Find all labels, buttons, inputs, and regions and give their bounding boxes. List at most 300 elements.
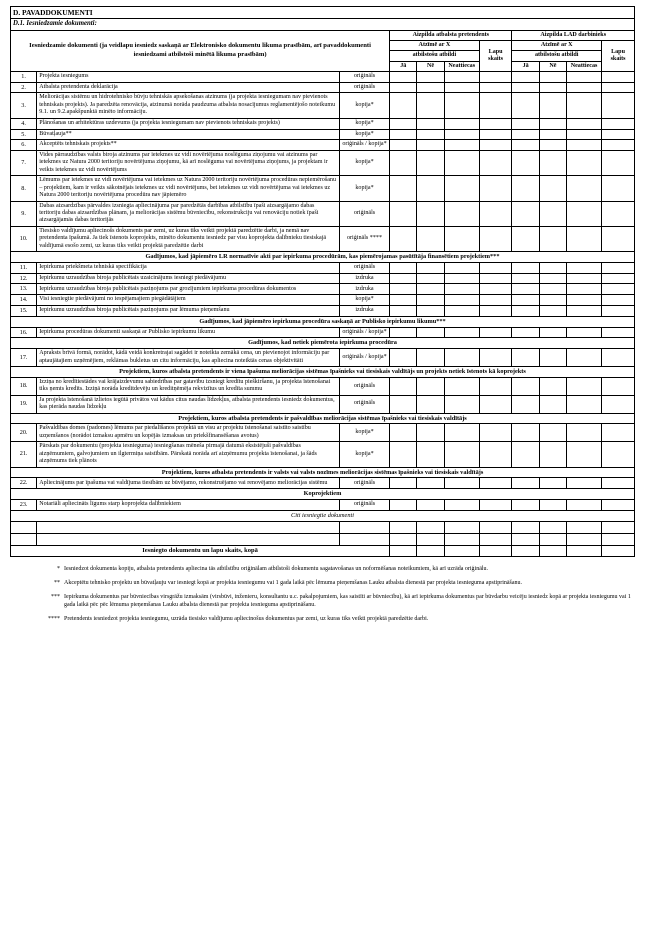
applicant-pages-cell[interactable]: [479, 118, 512, 129]
section-subtitle-row: [11, 19, 635, 30]
band-no-procurement: Gadījumos, kad netiek piemērota iepirkuma procedūra: [11, 338, 635, 349]
header-applicant-submitted: atbilstošu atbildi: [390, 51, 480, 61]
table-row: [11, 499, 635, 510]
applicant-no-cell[interactable]: [417, 305, 444, 316]
row-form-blank[interactable]: [339, 521, 389, 533]
row-number: 12.: [11, 273, 37, 284]
lad-yes-cell[interactable]: [512, 140, 539, 151]
lad-na-cell[interactable]: [567, 442, 602, 467]
applicant-na-cell[interactable]: [444, 442, 479, 467]
row-number: 10.: [11, 226, 37, 251]
lad-no-cell[interactable]: [539, 151, 566, 176]
applicant-na-cell[interactable]: [444, 377, 479, 395]
applicant-na-cell[interactable]: [444, 176, 479, 201]
band-row: [11, 413, 635, 424]
lad-pages-cell[interactable]: [602, 140, 635, 151]
lad-no-cell[interactable]: [539, 262, 566, 273]
lad-yes-cell[interactable]: [512, 521, 539, 533]
row-description: Iepirkumu uzraudzības biroja publicētais paziņojums par lēmuma pieņemšanu: [37, 305, 340, 316]
lad-yes-cell[interactable]: [512, 151, 539, 176]
lad-no-cell[interactable]: [539, 327, 566, 338]
table-row: [11, 93, 635, 118]
lad-no-cell[interactable]: [539, 499, 566, 510]
lad-na-cell[interactable]: [567, 521, 602, 533]
applicant-na-cell[interactable]: [444, 151, 479, 176]
applicant-no-cell[interactable]: [417, 71, 444, 82]
lad-yes-cell[interactable]: [512, 82, 539, 93]
row-number: 19.: [11, 395, 37, 413]
lad-na-cell[interactable]: [567, 140, 602, 151]
total-lad-na-cell[interactable]: [567, 545, 602, 556]
applicant-na-cell[interactable]: [444, 201, 479, 226]
applicant-pages-cell[interactable]: [479, 478, 512, 489]
applicant-no-cell[interactable]: [417, 284, 444, 295]
table-row: [11, 295, 635, 306]
lad-pages-cell[interactable]: [602, 377, 635, 395]
table-row: [11, 349, 635, 367]
applicant-pages-cell[interactable]: [479, 305, 512, 316]
applicant-yes-cell[interactable]: [390, 305, 417, 316]
lad-pages-cell[interactable]: [602, 262, 635, 273]
lad-yes-cell[interactable]: [512, 395, 539, 413]
applicant-na-cell[interactable]: [444, 140, 479, 151]
applicant-yes-cell[interactable]: [390, 442, 417, 467]
row-description: Meliorācijas sistēmu un hidrotehnisko būvju tehniskās apsekošanas atzinums (ja projekta iesniegumam nav pievienots tehniskais projekts). Ja paredzēta renovācija, atzinumā norāda paudzuma atbalsta nosacījumus reglamentējošo noteikumu 9.1. un 9.2.apakšpunktā minēto informāciju.: [37, 93, 340, 118]
applicant-pages-cell[interactable]: [479, 71, 512, 82]
row-description: Vides pārraudzības valsts biroja atzinums par ietekmes uz vidi novērtējuma noslēguma ziņojumu vai atzinums par ietekmes uz Natura 2000 teritoriju novērtējuma ziņojumu, kā arī noslēguma vai novērtējuma ziņojums, ja projektam ir veikts ietekmes uz vidi novērtējums: [37, 151, 340, 176]
lad-no-cell[interactable]: [539, 377, 566, 395]
row-form: kopija*: [339, 424, 389, 442]
table-row: [11, 129, 635, 140]
applicant-yes-cell[interactable]: [390, 71, 417, 82]
row-number: 14.: [11, 295, 37, 306]
applicant-na-cell[interactable]: [444, 118, 479, 129]
lad-pages-cell[interactable]: [602, 273, 635, 284]
lad-na-cell[interactable]: [567, 377, 602, 395]
lad-pages-cell[interactable]: [602, 176, 635, 201]
lad-yes-cell[interactable]: [512, 424, 539, 442]
lad-na-cell[interactable]: [567, 176, 602, 201]
lad-yes-cell[interactable]: [512, 129, 539, 140]
row-form: izdruka: [339, 305, 389, 316]
lad-na-cell[interactable]: [567, 93, 602, 118]
applicant-yes-cell[interactable]: [390, 176, 417, 201]
applicant-yes-cell[interactable]: [390, 478, 417, 489]
lad-yes-cell[interactable]: [512, 118, 539, 129]
lad-na-cell[interactable]: [567, 226, 602, 251]
lad-no-cell[interactable]: [539, 395, 566, 413]
total-lad-no-cell[interactable]: [539, 545, 566, 556]
row-description: Lēmums par ietekmes uz vidi novērtējuma vai ietekmes uz Natura 2000 teritoriju novērtējuma procedūras nepiemērošanu – projektiem, kam ir veikts sākotnējais ietekmes uz vidi novērtējums, bet ietekmes uz vidi novērtējuma vai ietekmes uz Natura 2000 teritoriju novērtējuma procedūra nav jāpiemēro: [37, 176, 340, 201]
lad-no-cell[interactable]: [539, 349, 566, 367]
table-row: [11, 201, 635, 226]
lad-pages-cell[interactable]: [602, 533, 635, 545]
lad-na-cell[interactable]: [567, 273, 602, 284]
applicant-no-cell[interactable]: [417, 226, 444, 251]
lad-na-cell[interactable]: [567, 499, 602, 510]
lad-na-cell[interactable]: [567, 151, 602, 176]
applicant-pages-cell[interactable]: [479, 129, 512, 140]
applicant-no-cell[interactable]: [417, 201, 444, 226]
section-subtitle: D.1. Iesniedzamie dokumenti:: [11, 19, 635, 30]
lad-na-cell[interactable]: [567, 284, 602, 295]
row-number: 4.: [11, 118, 37, 129]
applicant-na-cell[interactable]: [444, 499, 479, 510]
row-number: 18.: [11, 377, 37, 395]
row-number: 17.: [11, 349, 37, 367]
footnote: [10, 579, 635, 587]
applicant-na-cell[interactable]: [444, 82, 479, 93]
applicant-yes-cell[interactable]: [390, 151, 417, 176]
table-row: [11, 140, 635, 151]
lad-no-cell[interactable]: [539, 273, 566, 284]
lad-no-cell[interactable]: [539, 71, 566, 82]
lad-no-cell[interactable]: [539, 93, 566, 118]
lad-no-cell[interactable]: [539, 140, 566, 151]
applicant-pages-cell[interactable]: [479, 377, 512, 395]
applicant-pages-cell[interactable]: [479, 151, 512, 176]
lad-pages-cell[interactable]: [602, 284, 635, 295]
row-number: 22.: [11, 478, 37, 489]
applicant-pages-cell[interactable]: [479, 327, 512, 338]
total-applicant-no-cell[interactable]: [417, 545, 444, 556]
row-form: oriģināls: [339, 82, 389, 93]
applicant-pages-cell[interactable]: [479, 521, 512, 533]
applicant-no-cell[interactable]: [417, 327, 444, 338]
lad-pages-cell[interactable]: [602, 478, 635, 489]
applicant-yes-cell[interactable]: [390, 327, 417, 338]
band-public-procurement-law: Gadījumos, kad jāpiemēro iepirkuma procedūra saskaņā ar Publisko iepirkumu likumu***: [11, 316, 635, 327]
applicant-na-cell[interactable]: [444, 93, 479, 118]
applicant-pages-cell[interactable]: [479, 201, 512, 226]
lad-no-cell[interactable]: [539, 226, 566, 251]
lad-pages-cell[interactable]: [602, 93, 635, 118]
lad-yes-cell[interactable]: [512, 295, 539, 306]
band-municipal-owner: Projektiem, kuros atbalsta pretendents ir pašvaldības meliorācijas sistēmas īpašnieks vai tiesiskais valdītājs: [11, 413, 635, 424]
applicant-na-cell[interactable]: [444, 305, 479, 316]
lad-yes-cell[interactable]: [512, 93, 539, 118]
row-description: Iepirkuma priekšmeta tehniskā specifikācija: [37, 262, 340, 273]
lad-no-cell[interactable]: [539, 118, 566, 129]
footnotes: [10, 565, 635, 623]
row-number-blank[interactable]: [11, 533, 37, 545]
applicant-no-cell[interactable]: [417, 499, 444, 510]
lad-yes-cell[interactable]: [512, 176, 539, 201]
lad-yes-cell[interactable]: [512, 305, 539, 316]
lad-na-cell[interactable]: [567, 295, 602, 306]
lad-no-cell[interactable]: [539, 201, 566, 226]
lad-pages-cell[interactable]: [602, 151, 635, 176]
total-lad-yes-cell[interactable]: [512, 545, 539, 556]
applicant-na-cell[interactable]: [444, 129, 479, 140]
row-form: kopija*: [339, 176, 389, 201]
applicant-yes-cell[interactable]: [390, 521, 417, 533]
header-lad-submitted: atbilstošu atbildi: [512, 51, 602, 61]
table-row: [11, 82, 635, 93]
footnote-marker: **: [54, 579, 60, 586]
lad-yes-cell[interactable]: [512, 201, 539, 226]
lad-pages-cell[interactable]: [602, 82, 635, 93]
footnote-text: Iesniedzot dokumenta kopiju, atbalsta pretendents apliecina tās atbilstību oriģinālam atbilstoši dokumentu sagatavošanas un noformēšanas noteikumiem, kā arī uzrāda oriģinālu.: [64, 565, 489, 572]
table-row: [11, 327, 635, 338]
applicant-yes-cell[interactable]: [390, 93, 417, 118]
applicant-na-cell[interactable]: [444, 478, 479, 489]
applicant-pages-cell[interactable]: [479, 395, 512, 413]
lad-no-cell[interactable]: [539, 442, 566, 467]
applicant-yes-cell[interactable]: [390, 273, 417, 284]
row-description: Plānošanas un arhitektūras uzdevums (ja projekta iesniegumam nav pievienots tehniskais projekts): [37, 118, 340, 129]
header-lad-mark-x: Atzīmē ar X: [512, 41, 602, 51]
band-procurement-state-funded: Gadījumos, kad jāpiemēro LR normatīvie akti par iepirkuma procedūrām, kas piemērojamas pasūtītāja finansētiem projektiem***: [11, 252, 635, 263]
lad-yes-cell[interactable]: [512, 533, 539, 545]
applicant-na-cell[interactable]: [444, 533, 479, 545]
row-description: Tiesisko valdījumu apliecinošs dokuments par zemi, uz kuras tiks veikti projektā paredzētie darbi, ja nemā nav pretendenta īpašumā. Ja tiek īstenots koprojekts, minēto dokumentu iesniedz par visu koprojekta dalībnieku tiesiskajā valdījumā esošo zemi, uz kuras tiks veikti projektā paredzētie darbi: [37, 226, 340, 251]
applicant-pages-cell[interactable]: [479, 82, 512, 93]
applicant-pages-cell[interactable]: [479, 262, 512, 273]
lad-no-cell[interactable]: [539, 424, 566, 442]
applicant-yes-cell[interactable]: [390, 118, 417, 129]
lad-no-cell[interactable]: [539, 521, 566, 533]
lad-na-cell[interactable]: [567, 118, 602, 129]
applicant-pages-cell[interactable]: [479, 140, 512, 151]
applicant-pages-cell[interactable]: [479, 424, 512, 442]
applicant-pages-cell[interactable]: [479, 295, 512, 306]
header-group-lad: Aizpilda LAD darbinieks: [512, 30, 635, 40]
applicant-pages-cell[interactable]: [479, 533, 512, 545]
lad-no-cell[interactable]: [539, 82, 566, 93]
row-number: 16.: [11, 327, 37, 338]
lad-yes-cell[interactable]: [512, 226, 539, 251]
lad-na-cell[interactable]: [567, 305, 602, 316]
applicant-na-cell[interactable]: [444, 395, 479, 413]
applicant-pages-cell[interactable]: [479, 442, 512, 467]
lad-na-cell[interactable]: [567, 71, 602, 82]
applicant-no-cell[interactable]: [417, 377, 444, 395]
applicant-no-cell[interactable]: [417, 118, 444, 129]
applicant-yes-cell[interactable]: [390, 395, 417, 413]
lad-na-cell[interactable]: [567, 533, 602, 545]
applicant-yes-cell[interactable]: [390, 377, 417, 395]
applicant-yes-cell[interactable]: [390, 82, 417, 93]
applicant-na-cell[interactable]: [444, 424, 479, 442]
applicant-pages-cell[interactable]: [479, 499, 512, 510]
lad-yes-cell[interactable]: [512, 273, 539, 284]
applicant-no-cell[interactable]: [417, 82, 444, 93]
header-group-applicant: Aizpilda atbalsta pretendents: [390, 30, 512, 40]
lad-no-cell[interactable]: [539, 305, 566, 316]
row-form: oriģināls / kopija*: [339, 327, 389, 338]
row-description: Notariāli apliecināts līgums starp koprojekta dalībniekiem: [37, 499, 340, 510]
lad-yes-cell[interactable]: [512, 442, 539, 467]
applicant-no-cell[interactable]: [417, 478, 444, 489]
lad-na-cell[interactable]: [567, 262, 602, 273]
lad-pages-cell[interactable]: [602, 226, 635, 251]
applicant-na-cell[interactable]: [444, 71, 479, 82]
row-description: Būvatļauja**: [37, 129, 340, 140]
row-form: oriģināls: [339, 499, 389, 510]
applicant-no-cell[interactable]: [417, 140, 444, 151]
lad-na-cell[interactable]: [567, 395, 602, 413]
applicant-pages-cell[interactable]: [479, 176, 512, 201]
applicant-yes-cell[interactable]: [390, 424, 417, 442]
lad-pages-cell[interactable]: [602, 442, 635, 467]
applicant-yes-cell[interactable]: [390, 201, 417, 226]
row-form: oriģināls: [339, 478, 389, 489]
footnote: [10, 593, 635, 609]
lad-pages-cell[interactable]: [602, 71, 635, 82]
applicant-yes-cell[interactable]: [390, 262, 417, 273]
row-description-blank[interactable]: [37, 533, 340, 545]
lad-yes-cell[interactable]: [512, 327, 539, 338]
total-applicant-yes-cell[interactable]: [390, 545, 417, 556]
lad-pages-cell[interactable]: [602, 424, 635, 442]
lad-no-cell[interactable]: [539, 478, 566, 489]
row-description-blank[interactable]: [37, 521, 340, 533]
lad-na-cell[interactable]: [567, 129, 602, 140]
applicant-pages-cell[interactable]: [479, 273, 512, 284]
lad-pages-cell[interactable]: [602, 201, 635, 226]
applicant-no-cell[interactable]: [417, 521, 444, 533]
row-number: 5.: [11, 129, 37, 140]
applicant-no-cell[interactable]: [417, 533, 444, 545]
table-row: [11, 442, 635, 467]
lad-no-cell[interactable]: [539, 176, 566, 201]
row-description: Visi iesniegtie piedāvājumi no iespējamajiem piegādātājiem: [37, 295, 340, 306]
applicant-no-cell[interactable]: [417, 424, 444, 442]
row-number: 1.: [11, 71, 37, 82]
row-form: kopija*: [339, 151, 389, 176]
applicant-na-cell[interactable]: [444, 262, 479, 273]
row-form: kopija*: [339, 93, 389, 118]
row-form: kopija*: [339, 442, 389, 467]
lad-pages-cell[interactable]: [602, 118, 635, 129]
applicant-na-cell[interactable]: [444, 327, 479, 338]
table-row: [11, 284, 635, 295]
lad-na-cell[interactable]: [567, 201, 602, 226]
lad-pages-cell[interactable]: [602, 499, 635, 510]
applicant-yes-cell[interactable]: [390, 295, 417, 306]
applicant-pages-cell[interactable]: [479, 93, 512, 118]
applicant-yes-cell[interactable]: [390, 140, 417, 151]
applicant-yes-cell[interactable]: [390, 499, 417, 510]
total-lad-pages-cell[interactable]: [602, 545, 635, 556]
section-title-row: [11, 7, 635, 19]
lad-pages-cell[interactable]: [602, 521, 635, 533]
lad-yes-cell[interactable]: [512, 284, 539, 295]
applicant-yes-cell[interactable]: [390, 349, 417, 367]
header-lad-pages: Lapu skaits: [602, 41, 635, 72]
applicant-yes-cell[interactable]: [390, 129, 417, 140]
applicant-no-cell[interactable]: [417, 295, 444, 306]
lad-yes-cell[interactable]: [512, 478, 539, 489]
lad-yes-cell[interactable]: [512, 377, 539, 395]
lad-yes-cell[interactable]: [512, 262, 539, 273]
band-single-owner-not-joint: Projektiem, kuros atbalsta pretendents ir viena īpašuma meliorācijas sistēmas īpašnieks vai tiesiskais valdītājs un projekts netiek īstenots kā koprojekts: [11, 366, 635, 377]
applicant-pages-cell[interactable]: [479, 284, 512, 295]
applicant-na-cell[interactable]: [444, 226, 479, 251]
footnote-text: Akceptētu tehnisko projektu un būvatļauju var iesniegt kopā ar projekta iesniegumu vai 1 gada laikā pēc lēmuma pieņemšanas Lauku atbalsta dienestā par projekta iesnieguma apstiprināšanu.: [64, 579, 523, 586]
row-number-blank[interactable]: [11, 521, 37, 533]
row-form: kopija*: [339, 118, 389, 129]
applicant-no-cell[interactable]: [417, 151, 444, 176]
lad-pages-cell[interactable]: [602, 395, 635, 413]
applicant-yes-cell[interactable]: [390, 284, 417, 295]
applicant-no-cell[interactable]: [417, 349, 444, 367]
lad-no-cell[interactable]: [539, 295, 566, 306]
applicant-na-cell[interactable]: [444, 521, 479, 533]
lad-pages-cell[interactable]: [602, 327, 635, 338]
table-row: [11, 395, 635, 413]
lad-yes-cell[interactable]: [512, 349, 539, 367]
band-row: [11, 316, 635, 327]
table-row: [11, 118, 635, 129]
applicant-no-cell[interactable]: [417, 176, 444, 201]
row-form: oriģināls ****: [339, 226, 389, 251]
applicant-no-cell[interactable]: [417, 273, 444, 284]
lad-pages-cell[interactable]: [602, 305, 635, 316]
applicant-na-cell[interactable]: [444, 284, 479, 295]
row-description: Pārskats par dokumentu (projekta iesnieguma) iesniegšanas mēneša pirmajā datumā eksistējuši pašvaldības aizņēmumiem, galvojumiem un ilgtermiņa saistībām. Pārskatā norāda arī aizņēmumu projekta īstenošanai, ja šāds aizņēmums tiek plānots: [37, 442, 340, 467]
lad-yes-cell[interactable]: [512, 71, 539, 82]
lad-na-cell[interactable]: [567, 424, 602, 442]
applicant-pages-cell[interactable]: [479, 226, 512, 251]
table-row: [11, 71, 635, 82]
lad-na-cell[interactable]: [567, 349, 602, 367]
lad-pages-cell[interactable]: [602, 129, 635, 140]
header-lad-na: Neattiecas: [567, 61, 602, 71]
lad-na-cell[interactable]: [567, 82, 602, 93]
footnote-marker: ****: [48, 616, 60, 623]
applicant-na-cell[interactable]: [444, 349, 479, 367]
row-description: Dabas aizsardzības pārvaldes izsniegta apliecinājuma par paredzētās darbības atbilstību īpaši aizsargājamo dabas teritoriju dabas aizsardzības plānam, ja meliorācijas sistēmu būvniecību, rekonstrukciju vai renovāciju notiek īpaši aizsargājamās dabas teritorijās: [37, 201, 340, 226]
applicant-no-cell[interactable]: [417, 93, 444, 118]
total-applicant-pages-cell[interactable]: [479, 545, 512, 556]
row-description: Akceptēts tehniskais projekts**: [37, 140, 340, 151]
lad-pages-cell[interactable]: [602, 349, 635, 367]
lad-na-cell[interactable]: [567, 478, 602, 489]
applicant-na-cell[interactable]: [444, 273, 479, 284]
lad-na-cell[interactable]: [567, 327, 602, 338]
applicant-no-cell[interactable]: [417, 262, 444, 273]
applicant-pages-cell[interactable]: [479, 349, 512, 367]
row-form-blank[interactable]: [339, 533, 389, 545]
applicant-yes-cell[interactable]: [390, 226, 417, 251]
row-description: Izziņa no kredītiestādes vai krājaizdevumu sabiedrības par gatavību izsniegt kredītu pieškiršanu, ja projekta īstenošanai tiks ņemts kredīts. Izziņā norāda kreditdevēju un kreditņēmēja rekvizītus un kredīta summu: [37, 377, 340, 395]
band-row: [11, 366, 635, 377]
row-form: oriģināls: [339, 201, 389, 226]
table-row-blank: [11, 521, 635, 533]
applicant-no-cell[interactable]: [417, 442, 444, 467]
applicant-yes-cell[interactable]: [390, 533, 417, 545]
applicant-no-cell[interactable]: [417, 129, 444, 140]
row-form: oriģināls / kopija*: [339, 140, 389, 151]
lad-no-cell[interactable]: [539, 129, 566, 140]
row-number: 2.: [11, 82, 37, 93]
row-description: Ja projekta īstenošanā izlietos iegūtā privātos vai kādus citus naudas līdzekļus, atbalsta pretendents iesniedz dokumentus, kas pierāda naudas līdzekļu: [37, 395, 340, 413]
band-row: [11, 489, 635, 500]
applicant-no-cell[interactable]: [417, 395, 444, 413]
header-lad-no: Nē: [539, 61, 566, 71]
total-applicant-na-cell[interactable]: [444, 545, 479, 556]
applicant-na-cell[interactable]: [444, 295, 479, 306]
lad-pages-cell[interactable]: [602, 295, 635, 306]
footnote: [10, 565, 635, 573]
lad-yes-cell[interactable]: [512, 499, 539, 510]
table-row-blank: [11, 533, 635, 545]
lad-no-cell[interactable]: [539, 284, 566, 295]
footnote-marker: ***: [51, 593, 60, 600]
lad-no-cell[interactable]: [539, 533, 566, 545]
